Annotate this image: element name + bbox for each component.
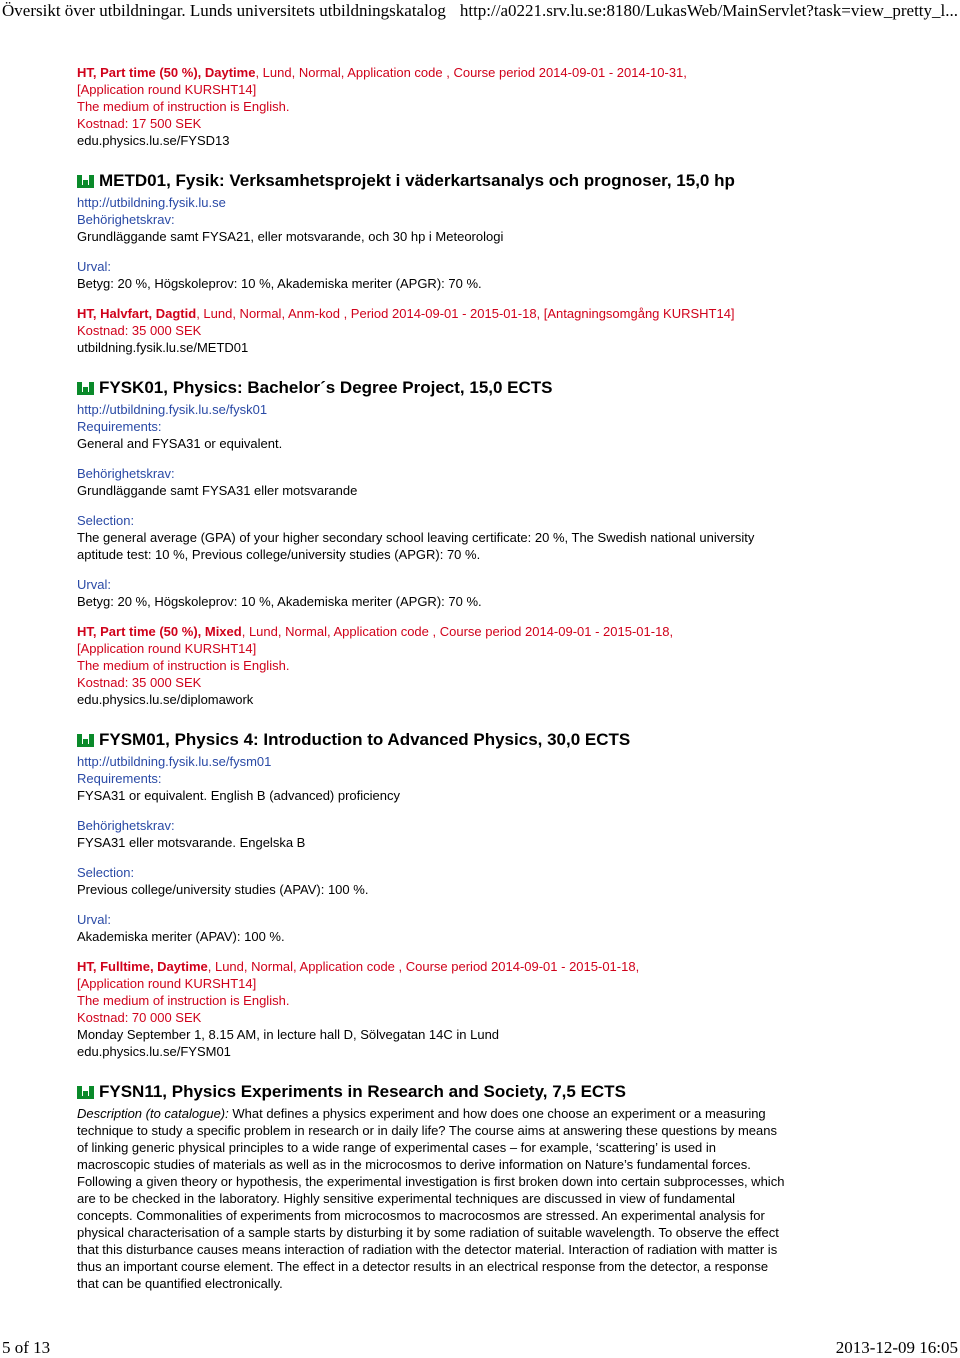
selection-text-sv: Akademiska meriter (APAV): 100 %. <box>77 929 285 944</box>
requirements-text: General and FYSA31 or equivalent. <box>77 436 283 451</box>
catalog-content <box>77 64 907 1292</box>
requirements-label-sv: Behörighetskrav: <box>77 466 175 481</box>
course-fysn11 <box>77 1081 907 1292</box>
offering-bold: HT, Fulltime, Daytime <box>77 959 208 974</box>
print-header-url: http://a0221.srv.lu.se:8180/LukasWeb/MainServlet?task=view_pretty_l... <box>459 1 958 20</box>
selection-text: The general average (GPA) of your higher secondary school leaving certificate: 20 %, The Swedish national university <box>77 530 755 545</box>
selection-label-sv: Urval: <box>77 577 111 592</box>
course-title: FYSK01, Physics: Bachelor´s Degree Project, 15,0 ECTS <box>99 378 553 397</box>
selection-label: Selection: <box>77 865 135 880</box>
selection-label: Selection: <box>77 513 135 528</box>
print-header <box>0 0 960 22</box>
selection-label: Urval: <box>77 259 111 274</box>
course-level-icon <box>77 381 94 395</box>
requirements-text-sv: Grundläggande samt FYSA31 eller motsvarande <box>77 483 358 498</box>
course-url[interactable]: edu.physics.lu.se/FYSD13 <box>77 133 230 148</box>
requirements-text-sv: FYSA31 eller motsvarande. Engelska B <box>77 835 306 850</box>
course-url[interactable]: utbildning.fysik.lu.se/METD01 <box>77 340 249 355</box>
offering-fysd13 <box>77 64 907 149</box>
page-number: 5 of 13 <box>2 1338 51 1357</box>
course-description: Description (to catalogue): What defines a physics experiment and how does one choose an experiment or a measuring <box>77 1106 766 1121</box>
instruction-language: The medium of instruction is English. <box>77 993 290 1008</box>
requirements-label: Behörighetskrav: <box>77 212 175 227</box>
description-line: that this disturbance causes means interaction of radiation with the detector material. Interaction of radiation with matter is <box>77 1242 778 1257</box>
course-title: FYSM01, Physics 4: Introduction to Advanced Physics, 30,0 ECTS <box>99 730 631 749</box>
offering-line: HT, Fulltime, Daytime, Lund, Normal, Application code , Course period 2014-09-01 - 2015-01-18, <box>77 959 640 974</box>
instruction-language: The medium of instruction is English. <box>77 99 290 114</box>
description-label: Description (to catalogue): <box>77 1106 229 1121</box>
offering-line: HT, Halvfart, Dagtid, Lund, Normal, Anm-kod , Period 2014-09-01 - 2015-01-18, [Antagningsomgång KURSHT14] <box>77 306 735 321</box>
requirements-text: FYSA31 or equivalent. English B (advanced) proficiency <box>77 788 401 803</box>
print-header-title: Översikt över utbildningar. Lunds universitets utbildningskatalog <box>2 1 446 20</box>
requirements-label-sv: Behörighetskrav: <box>77 818 175 833</box>
course-heading <box>77 170 907 192</box>
application-round: [Application round KURSHT14] <box>77 82 257 97</box>
description-line: of linking generic physical principles to a wide range of experimental cases – for example, ‘scattering’ is used in <box>77 1140 717 1155</box>
course-url[interactable]: edu.physics.lu.se/FYSM01 <box>77 1044 231 1059</box>
selection-text-sv: Betyg: 20 %, Högskoleprov: 10 %, Akademiska meriter (APGR): 70 %. <box>77 594 482 609</box>
requirements-label: Requirements: <box>77 771 162 786</box>
course-cost: Kostnad: 17 500 SEK <box>77 116 202 131</box>
print-timestamp: 2013-12-09 16:05 <box>835 1338 958 1357</box>
course-link[interactable]: http://utbildning.fysik.lu.se/fysm01 <box>77 754 272 769</box>
course-start-info: Monday September 1, 8.15 AM, in lecture hall D, Sölvegatan 14C in Lund <box>77 1027 500 1042</box>
course-cost: Kostnad: 35 000 SEK <box>77 675 202 690</box>
course-link[interactable]: http://utbildning.fysik.lu.se/fysk01 <box>77 402 268 417</box>
offering-bold: HT, Part time (50 %), Daytime <box>77 65 256 80</box>
offering-line: HT, Part time (50 %), Mixed, Lund, Normal, Application code , Course period 2014-09-01 - 2015-01-18, <box>77 624 674 639</box>
course-metd01 <box>77 170 907 356</box>
course-level-icon <box>77 733 94 747</box>
course-heading <box>77 729 907 751</box>
description-line: physical characterisation of a sample starts by disturbing it by some radiation of suitable wavelength. To observe the effect <box>77 1225 779 1240</box>
course-url[interactable]: edu.physics.lu.se/diplomawork <box>77 692 254 707</box>
selection-text: Betyg: 20 %, Högskoleprov: 10 %, Akademiska meriter (APGR): 70 %. <box>77 276 482 291</box>
description-line: Following a given theory or hypothesis, the experimental investigation is first broken down into certain subprocesses, which <box>77 1174 785 1189</box>
course-fysm01 <box>77 729 907 1060</box>
course-cost: Kostnad: 35 000 SEK <box>77 323 202 338</box>
application-round: [Application round KURSHT14] <box>77 976 257 991</box>
application-round: [Application round KURSHT14] <box>77 641 257 656</box>
offering-line: HT, Part time (50 %), Daytime, Lund, Normal, Application code , Course period 2014-09-01 - 2014-10-31, <box>77 65 687 80</box>
offering-bold: HT, Halvfart, Dagtid <box>77 306 197 321</box>
selection-text: Previous college/university studies (APAV): 100 %. <box>77 882 369 897</box>
course-title: FYSN11, Physics Experiments in Research and Society, 7,5 ECTS <box>99 1082 626 1101</box>
description-line: thus an important course element. The effect in a detector results in an electrical response from the detector, a response <box>77 1259 769 1274</box>
instruction-language: The medium of instruction is English. <box>77 658 290 673</box>
course-cost: Kostnad: 70 000 SEK <box>77 1010 202 1025</box>
description-line: technique to study a specific problem in research or in daily life? The course aims at answering these questions by means <box>77 1123 777 1138</box>
description-line: macroscopic studies of materials as well as in the microcosmos to derive information on Nature’s fundamental forces. <box>77 1157 751 1172</box>
course-link[interactable]: http://utbildning.fysik.lu.se <box>77 195 226 210</box>
course-level-icon <box>77 174 94 188</box>
course-level-icon <box>77 1085 94 1099</box>
course-heading <box>77 377 907 399</box>
description-line: concepts. Commonalities of experiments from microcosmos to macrocosmos are stressed. An experimental analysis for <box>77 1208 765 1223</box>
offering-bold: HT, Part time (50 %), Mixed <box>77 624 242 639</box>
description-line: are to be checked in the laboratory. Highly sensitive experimental techniques are discussed in view of fundamental <box>77 1191 736 1206</box>
course-title: METD01, Fysik: Verksamhetsprojekt i väderkartsanalys och prognoser, 15,0 hp <box>99 171 735 190</box>
print-footer <box>0 1337 960 1357</box>
course-fysk01 <box>77 377 907 708</box>
description-line: that can be quantified electronically. <box>77 1276 283 1291</box>
selection-text: aptitude test: 10 %, Previous college/university studies (APGR): 70 %. <box>77 547 481 562</box>
course-heading <box>77 1081 907 1103</box>
requirements-text: Grundläggande samt FYSA21, eller motsvarande, och 30 hp i Meteorologi <box>77 229 504 244</box>
requirements-label: Requirements: <box>77 419 162 434</box>
selection-label-sv: Urval: <box>77 912 111 927</box>
